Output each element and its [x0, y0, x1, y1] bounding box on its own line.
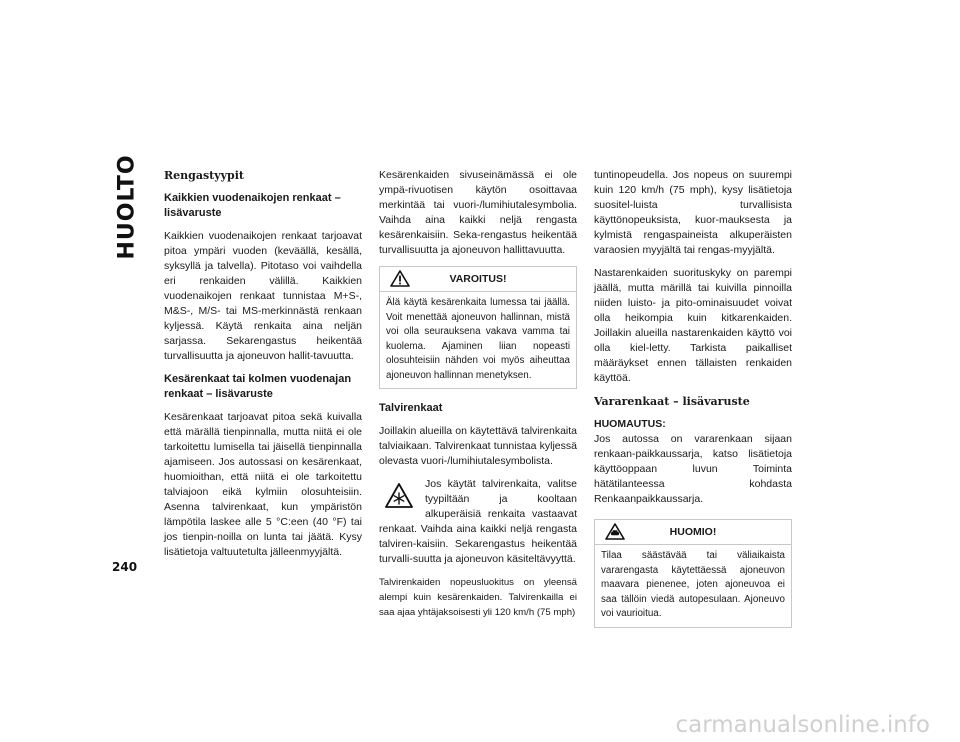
caution-text: Tilaa säästävää tai väliaikaista vararengasta käytettäessä ajoneuvon maavara pienenee, joten ajoneuvoa ei saa tällöin viedä autopesulaan. Ajoneuvo voi vaurioitua. — [601, 550, 785, 619]
watermark-text: carmanualsonline.info — [675, 712, 930, 738]
section-side-tab-label: HUOLTO — [114, 154, 140, 260]
warning-box — [379, 266, 577, 389]
caution-box — [594, 519, 792, 628]
column-1 — [164, 168, 362, 568]
warning-title: VAROITUS! — [449, 272, 507, 285]
paragraph-summer: Kesärenkaat tarjoavat pitoa sekä kuivalla että märällä tienpinnalla, mutta niitä ei ole tarkoitettu lumisella tai jäisellä tienpinnalla ajamiseen. Jos autossasi on kesärenkaat, huomioithan, että niitä ei ole tarkoitettu talviajoon eikä kylmiin olosuhteisiin. Asenna talvirenkaat, kun ympäristön lämpötila laskee alle 5 °C:een (40 °F) tai jos tienpin-noilla on lunta tai jäätä. Kysy lisätietoja valtuutetulta jälleenmyyjältä. — [164, 411, 362, 558]
column-3 — [594, 168, 792, 640]
heading-spare-tires: Vararenkaat – lisävaruste — [594, 395, 750, 408]
paragraph-all-season: Kaikkien vuodenaikojen renkaat tarjoavat pitoa ympäri vuoden (keväällä, kesällä, syksyllä ja talvella). Pitotaso voi vaihdella eri renkaiden välillä. Kaikkien vuodenaikojen renkaat tunnistaa M+S-, M&S-, M/S- tai MS-merkinnästä renkaan kyljessä. Käytä renkaita aina neljän sarjassa. Sekarengastus heikentää turvallisuutta ja ajoneuvon hallit-tavuutta. — [164, 230, 362, 362]
paragraph-speed-continued: tuntinopeudella. Jos nopeus on suurempi kuin 120 km/h (75 mph), kysy lisätietoja suositel-luista turvallisista käyttönopeuksista, kuor-mauksesta ja kylmistä rengaspaineista alkuperäisten varaosien myyjältä tai rengas-myyjältä. — [594, 169, 792, 256]
paragraph-summer-sidewall: Kesärenkaiden sivuseinämässä ei ole ympä-rivuotisen käytön osoittavaa merkintää tai vuori-/lumihiutalesymbolia. Vaihda aina kaikki neljä rengasta kesärenkaisiin. Seka-rengastus heikentää turvallisuutta ja ajoneuvon hallittavuutta. — [379, 169, 577, 256]
note-label: HUOMAUTUS: — [594, 418, 666, 430]
snowflake-paragraph — [379, 477, 577, 575]
subheading-all-season: Kaikkien vuodenaikojen renkaat – lisävaruste — [164, 192, 341, 219]
warning-triangle-icon — [390, 270, 410, 292]
paragraph-winter-choose: Jos käytät talvirenkaita, valitse tyypiltään ja kooltaan alkuperäisiä renkaita vastaavat renkaat. Vaihda aina kaikki neljä rengasta talviren-kaisiin. Sekarengastus heikentää turvalli-suutta ja ajoneuvon käsiteltävyyttä. — [379, 478, 577, 565]
warning-header — [380, 267, 576, 292]
paragraph-winter-speed: Talvirenkaiden nopeusluokitus on yleensä alempi kuin kesärenkaiden. Talvirenkailla ei saa ajaa yhtäjaksoisesti yli 120 km/h (75 mph) — [379, 577, 577, 618]
skidding-car-warning-icon — [605, 523, 625, 545]
section-side-tab — [112, 154, 142, 260]
mountain-snowflake-icon — [385, 481, 413, 509]
heading-tire-types: Rengastyypit — [164, 169, 244, 182]
paragraph-studded: Nastarenkaiden suorituskyky on parempi jäällä, mutta märillä tai kuivilla pinnoilla niiden luisto- ja pito-ominaisuudet voivat olla heikompia kuin kitkarenkaiden. Joillakin alueilla nastarenkaiden käyttö voi olla kiel-letty. Tarkista paikalliset määräykset ennen tällaisten renkaiden käyttöä. — [594, 267, 792, 384]
subheading-summer: Kesärenkaat tai kolmen vuodenajan renkaat – lisävaruste — [164, 373, 352, 400]
warning-text: Älä käytä kesärenkaita lumessa tai jäällä. Voit menettää ajoneuvon hallinnan, mistä voi olla seurauksena vakava vamma tai kuolema. Ajaminen liian nopeasti olosuhteisiin nähden voi myös aiheuttaa ajoneuvon hallinnan menetyksen. — [386, 297, 570, 381]
paragraph-winter-required: Joillakin alueilla on käytettävä talvirenkaita talviaikaan. Talvirenkaat tunnistaa kyljessä olevasta vuori-/lumihiutalesymbolista. — [379, 425, 577, 467]
note-text: Jos autossa on vararenkaan sijaan renkaan-paikkaussarja, katso lisätietoja käyttöoppaan luvun Toiminta hätätilanteessa kohdasta Renkaanpaikkaussarja. — [594, 433, 792, 505]
page-number: 240 — [112, 560, 138, 574]
subheading-winter: Talvirenkaat — [379, 402, 443, 414]
caution-header — [595, 520, 791, 545]
caution-title: HUOMIO! — [669, 525, 717, 538]
column-2 — [379, 168, 577, 628]
